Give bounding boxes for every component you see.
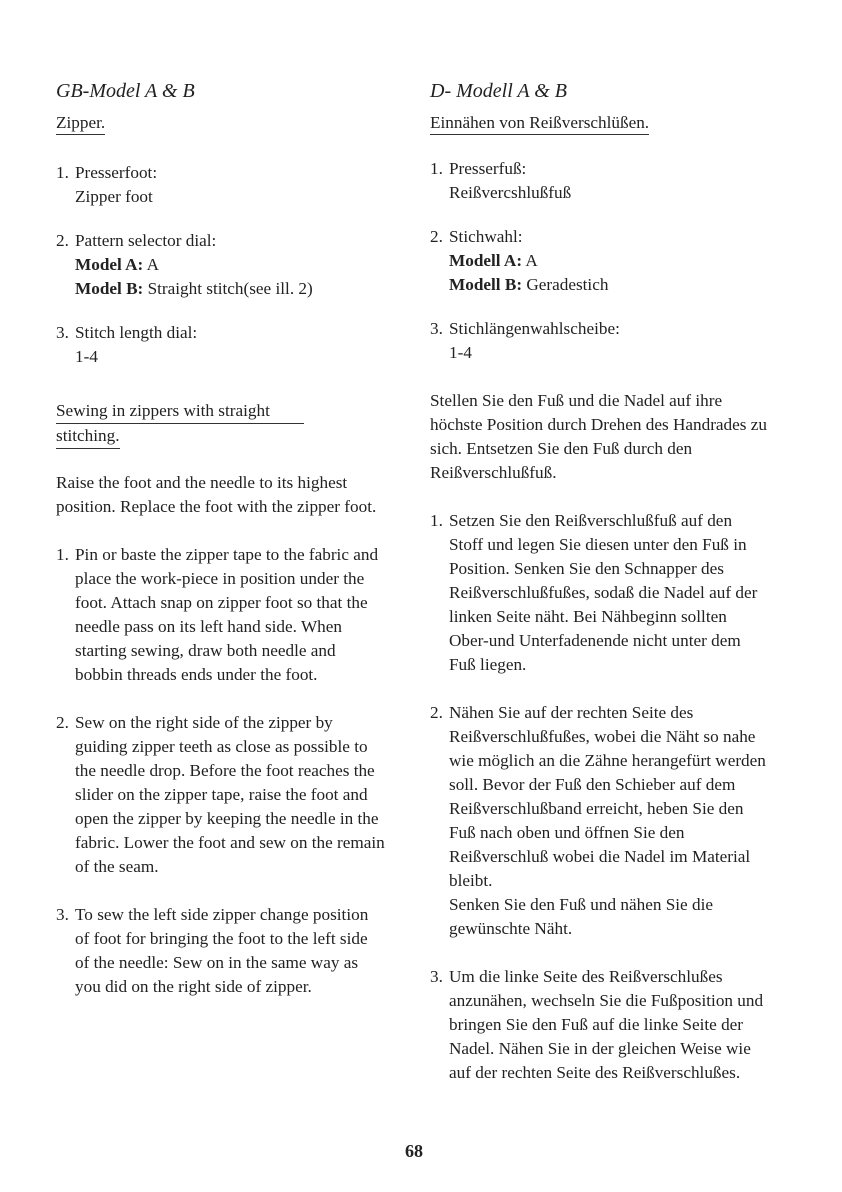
english-title: GB-Model A & B [56,80,195,102]
english-section-heading: Sewing in zippers with straight stitching. [56,399,306,449]
english-setting-1: 1. Presserfoot: Zipper foot [56,163,158,206]
english-column [56,78,386,999]
english-intro: Raise the foot and the needle to its highest position. Replace the foot with the zipper foot. [56,473,377,516]
english-subtitle: Zipper. [56,112,105,135]
german-step-1: 1. Setzen Sie den Reißverschlußfuß auf den Stoff und legen Sie diesen unter den Fuß in Position. Senken Sie den Schnapper des Reißverschlußfußes, sodaß die Nadel auf der linken Seite näht. Bei Nähbeginn sollten Ober-und Unterfadenende nicht unter dem Fuß liegen. [430,511,758,674]
german-column [430,78,830,1085]
german-subtitle: Einnähen von Reißverschlüßen. [430,112,649,135]
english-setting-2: 2. Pattern selector dial: Model A: A Model B: Straight stitch(see ill. 2) [56,231,313,298]
english-step-1: 1. Pin or baste the zipper tape to the fabric and place the work-piece in position under the foot. Attach snap on zipper foot so that the needle pass on its left hand side. When starting sewing, draw both needle and bobbin threads ends under the foot. [56,545,379,684]
german-title: D- Modell A & B [430,80,568,102]
page-number: 68 [405,1141,423,1161]
german-step-2: 2. Nähen Sie auf der rechten Seite des Reißverschlußfußes, wobei die Näht so nahe wie möglich an die Zähne herangefürt werden soll. Bevor der Fuß den Schieber auf dem Reißverschlußband erreicht, heben Sie den Fuß nach oben und öffnen Sie den Reißverschluß wobei die Nadel im Material bleibt. Senken Sie den Fuß und nähen Sie die gewünschte Näht. [430,703,766,938]
german-setting-2: 2. Stichwahl: Modell A: A Modell B: Geradestich [430,227,609,294]
english-step-2: 2. Sew on the right side of the zipper by guiding zipper teeth as close as possible to the needle drop. Before the foot reaches the slider on the zipper tape, raise the foot and open the zipper by keeping the needle in the fabric. Lower the foot and sew on the remain of the seam. [56,713,385,876]
german-setting-1: 1. Presserfuß: Reißvercshlußfuß [430,159,572,202]
german-setting-3: 3. Stichlängenwahlscheibe: 1-4 [430,319,620,362]
german-step-3: 3. Um die linke Seite des Reißverschlußes anzunähen, wechseln Sie die Fußposition und bringen Sie den Fuß auf die linke Seite der Nadel. Nähen Sie in der gleichen Weise wie auf der rechten Seite des Reißverschlußes. [430,967,764,1082]
english-setting-3: 3. Stitch length dial: 1-4 [56,323,198,366]
english-step-3: 3. To sew the left side zipper change position of foot for bringing the foot to the left side of the needle: Sew on in the same way as you did on the right side of zipper. [56,905,369,996]
german-intro: Stellen Sie den Fuß und die Nadel auf ihre höchste Position durch Drehen des Handrades zu sich. Entsetzen Sie den Fuß durch den Reißverschlußfuß. [430,391,767,482]
